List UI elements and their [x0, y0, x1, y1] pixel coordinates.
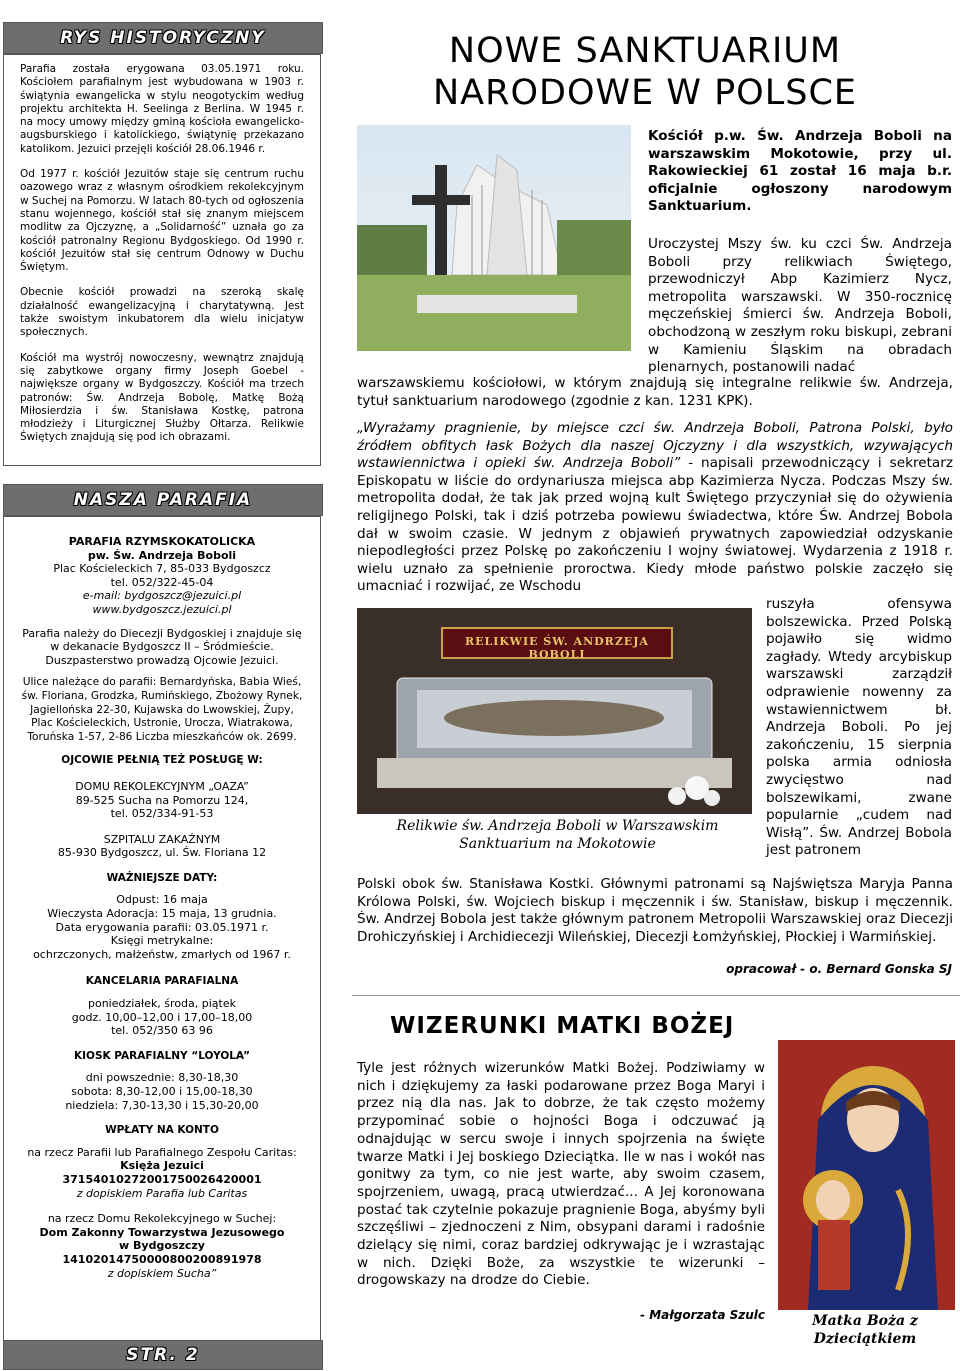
dates-line: Wieczysta Adoracja: 15 maja, 13 grudnia. — [47, 907, 277, 921]
account-retreat-line3: w Bydgoszczy — [119, 1239, 205, 1253]
madonna-caption: Matka Boża z Dzieciątkiem — [812, 1313, 918, 1347]
account-parish-note: z dopiskiem Parafia lub Caritas — [76, 1186, 248, 1200]
history-paragraph: Kościół ma wystrój nowoczesny, wewnątrz znajdują się zabytkowe organy firmy Joseph Goebel - największe organy w Bydgoszczy. Kościół ma trzech patronów: Św. Andrzeja Bobolę, Matkę Bożą Miłosierdzia i św. Stanisława Kostkę, patrona młodzieży i Liturgicznej Służby Ołtarza. Relikwie Świętych znajdują się pod ich obrazami. — [20, 351, 304, 444]
also-hospital-line1: SZPITALU ZAKAŹNYM — [103, 832, 221, 846]
article-title-line2: NARODOWE W POLSCE — [433, 73, 857, 113]
article-paragraph-2 — [357, 420, 953, 596]
madonna-image — [778, 1040, 955, 1310]
article-paragraph-1a: Uroczystej Mszy św. ku czci Św. Andrzeja Boboli przy relikwiach Świętego, przewodniczył Abp Kazimierz Nycz, metropolita warszawski. W 350-rocznicę męczeńskiej śmierci św. Andrzeja Boboli, obchodzoną w zeszłym roku biskupi, zebrani w Kamieniu Śląskim na obradach plenarnych, postanowili nadać — [648, 236, 952, 376]
parish-email[interactable]: e-mail: bydgoszcz@jezuici.pl — [82, 589, 242, 603]
dates-line: Odpust: 16 maja — [116, 893, 208, 907]
article-paragraph-3b: Polski obok św. Stanisława Kostki. Głównymi patronami są Najświętsza Maryja Panna Królowa Polski, św. Wojciech biskup i męczennik i św. Stanisław, biskup i męczennik. Św. Andrzej Bobola jest także głównym patronem Metropolii Warszawskiej oraz Diecezji Drohiczyńskiej i Archidiecezji Wileńskiej, Diecezji Łomżyńskiej, Płockiej i Warmińskiej. — [357, 876, 953, 945]
church-photo — [357, 125, 631, 351]
church-illustration — [357, 125, 631, 351]
article-title — [330, 30, 960, 114]
article-lead: Kościół p.w. Św. Andrzeja Boboli na warszawskim Mokotowie, przy ul. Rakowieckiej 61 został 16 maja b.r. oficjalnie ogłoszony narodowym Sanktuarium. — [648, 128, 952, 215]
page-number: STR. 2 — [126, 1345, 200, 1365]
account-retreat-note: z dopiskiem Sucha” — [107, 1266, 217, 1280]
relics-caption: Relikwie św. Andrzeja Boboli w Warszawskim Sanktuarium na Mokotowie — [396, 818, 719, 852]
parish-header — [3, 484, 323, 516]
parish-title: NASZA PARAFIA — [73, 490, 253, 510]
section2-author: - Małgorzata Szulc — [640, 1308, 765, 1322]
section2-text: Tyle jest różnych wizerunków Matki Bożej. Podziwiamy w nich i dziękujemy za łaski podarowane przez Boga Maryi i przez nią dla nas. Jak to dobrze, że tak często możemy przypominać sobie o hojności Boga i odczuwać ją odnajdując w sercu swoje i innych spojrzenia na święte twarze Matki i Jej boskiego Dzieciątka. Ile w nas i wokół nas gonitwy za tym, co nie jest warte, aby swoim czasem, spojrzeniem, uwagą, pracą utwierdzać... A Jej koronowana postać tak czytelnie pokazuje pragnienie Boga, abyśmy byli szczęśliwi – zjednoczeni z Nim, obsypani darami i radośnie dzielący się nimi, coraz bardziej odkrywając je i wzrastając w nich. Dzięki Boże, za wszystkie te wizerunki – drogowskazy na drodze do Ciebie. — [357, 1060, 765, 1289]
dates-line: Księgi metrykalne: — [110, 934, 214, 948]
article-paragraph-1b: warszawskiemu kościołowi, w którym znajdują się integralne relikwie św. Andrzeja, tytuł sanktuarium narodowego (zgodnie z kan. 1231 KPK). — [357, 375, 953, 409]
also-hospital-line2: 85-930 Bydgoszcz, ul. Św. Floriana 12 — [57, 846, 267, 860]
also-retreat-line3: tel. 052/334-91-53 — [110, 807, 214, 821]
madonna-illustration — [778, 1040, 955, 1310]
also-retreat-line1: DOMU REKOLEKCYJNYM „OAZA” — [75, 779, 249, 793]
account-retreat-number: 14102014750000800200891978 — [62, 1252, 262, 1266]
office-line: tel. 052/350 63 96 — [111, 1024, 213, 1038]
also-title: OJCOWIE PEŁNIĄ TEŻ POSŁUGĘ W: — [61, 754, 263, 767]
account-title: WPŁATY NA KONTO — [105, 1124, 219, 1137]
account-retreat-line2: Dom Zakonny Towarzystwa Jezusowego — [39, 1225, 285, 1239]
parish-streets: Ulice należące do parafii: Bernardyńska, Babia Wieś, św. Floriana, Grodzka, Rumińskiego, Zbożowy Rynek, Jagiellońska 22-30, Kujawska do Lwowskiej, Żupy, Plac Kościeleckich, Ustronie, Urocza, Wiatrakowa, Toruńska 1-57, 2-86 Liczba mieszkańców ok. 2699. — [21, 676, 303, 743]
dates-line: ochrzczonych, małżeństw, zmarłych od 1967 r. — [33, 947, 291, 961]
section-divider — [352, 995, 960, 996]
article-title-line1: NOWE SANKTUARIUM — [448, 31, 842, 71]
account-parish-line2: Księża Jezuici — [120, 1159, 204, 1173]
kiosk-title: KIOSK PARAFIALNY “LOYOLA” — [73, 1049, 250, 1062]
relics-sign: RELIKWIE ŚW. ANDRZEJA BOBOLI — [465, 635, 649, 661]
parish-www[interactable]: www.bydgoszcz.jezuici.pl — [92, 602, 232, 616]
kiosk-line: dni powszednie: 8,30-18,30 — [85, 1071, 239, 1085]
office-title: KANCELARIA PARAFIALNA — [85, 975, 239, 988]
history-paragraph: Parafia została erygowana 03.05.1971 roku. Kościołem parafialnym jest wybudowana w 1903 r. świątynia ewangelicka w stylu neogotyckim według projektu architekta H. Seelinga z Berlina. W 1945 r. na mocy umowy między gminą kościoła ewangelicko-augsburskiego i katolickiego, świątynię przekazano katolikom. Jezuici przejęli kościół 28.06.1946 r. — [20, 63, 304, 155]
kiosk-line: niedziela: 7,30-13,30 i 15,30-20,00 — [65, 1098, 259, 1112]
article-author: opracował - o. Bernard Gonska SJ — [726, 962, 952, 976]
page-number-bar — [3, 1340, 323, 1370]
relics-photo — [357, 608, 752, 814]
account-parish-number: 37154010272001750026420001 — [62, 1172, 262, 1186]
parish-phone: tel. 052/322-45-04 — [110, 575, 214, 589]
also-retreat-line2: 89-525 Sucha na Pomorzu 124, — [75, 793, 249, 807]
parish-diocese: Parafia należy do Diecezji Bydgoskiej i znajduje się w dekanacie Bydgoszcz II – Śródmieście. Duszpasterstwo prowadzą Ojcowie Jezuici. — [22, 626, 302, 667]
history-title: RYS HISTORYCZNY — [60, 28, 266, 48]
account-parish-line1: na rzecz Parafii lub Parafialnego Zespołu Caritas: — [27, 1145, 297, 1159]
history-paragraph: Obecnie kościół prowadzi na szeroką skalę działalność ewangelizacyjną i charytatywną. Jest także swoistym inkubatorem dla wielu inicjatyw społecznych. — [20, 286, 304, 339]
account-retreat-line1: na rzecz Domu Rekolekcyjnego w Suchej: — [47, 1212, 277, 1226]
section2-title: WIZERUNKI MATKI BOŻEJ — [390, 1013, 735, 1039]
office-line: godz. 10,00–12,00 i 17,00–18,00 — [71, 1010, 253, 1024]
history-header — [3, 22, 323, 54]
parish-patron: pw. Św. Andrzeja Boboli — [87, 548, 237, 562]
article-paragraph-2-rest: - napisali przewodniczący i sekretarz Episkopatu w liście do ordynariusza miejsca abp Kazimierza Nycza. Podczas Mszy św. metropolita dodał, że tak jak przed wojną kult Świętego przyczyniał się do ożywienia religijnego Polski, tak i dziś potrzeba powiewu świadectwa, które Św. Andrzej Bobola dał w swoim czasie. W jednym z objawień prywatnych zapowiedział odzyskanie niepodległości przez Polskę po zakończeniu I wojny światowej. Wydarzenia z 1918 r. wielu uznało za spełnienie proroctwa. Kiedy młode państwo polskie zaczęło się umacniać i rozwijać, ze Wschodu — [357, 455, 953, 595]
parish-box — [3, 516, 321, 1345]
dates-title: WAŻNIEJSZE DATY: — [106, 871, 218, 884]
kiosk-line: sobota: 8,30-12,00 i 15,00-18,30 — [71, 1085, 253, 1098]
article-paragraph-3a: ruszyła ofensywa bolszewicka. Przed Polską pojawiło się widmo zagłady. Wtedy arcybiskup warszawski zarządził odprawienie nowenny za wstawiennictwem bł. Andrzeja Boboli. Po jej zakończeniu, 15 sierpnia polska armia odniosła zwycięstwo nad bolszewikami, zwane popularnie „cudem nad Wisłą”. Św. Andrzej Bobola jest patronem — [766, 596, 952, 859]
dates-line: Data erygowania parafii: 03.05.1971 r. — [55, 920, 269, 934]
parish-address: Plac Kościeleckich 7, 85-033 Bydgoszcz — [53, 562, 271, 576]
history-paragraph: Od 1977 r. kościół Jezuitów staje się centrum ruchu oazowego wraz z własnym ośrodkiem rekolekcyjnym w Suchej na Pomorzu. W latach 80-tych od ogłoszenia stanu wojennego, kościół stał się znanym miejscem modlitw za Ojczyznę, a „Solidarność” uznała go za kościół patronalny Regionu Bydgoskiego. Od 1990 r. kościół Jezuitów stał się centrum Odnowy w Duchu Świętym. — [20, 168, 305, 274]
parish-name: PARAFIA RZYMSKOKATOLICKA — [68, 535, 256, 548]
history-box — [3, 54, 321, 466]
bishops-quote: „Wyrażamy pragnienie, by miejsce czci św. Andrzeja Boboli, Patrona Polski, było źródłem obfitych łask Bożych dla naszej Ojczyzny i dla wszystkich, wzywających wstawiennictwa i opieki św. Andrzeja Boboli” — [357, 420, 953, 472]
office-line: poniedziałek, środa, piątek — [87, 997, 236, 1011]
